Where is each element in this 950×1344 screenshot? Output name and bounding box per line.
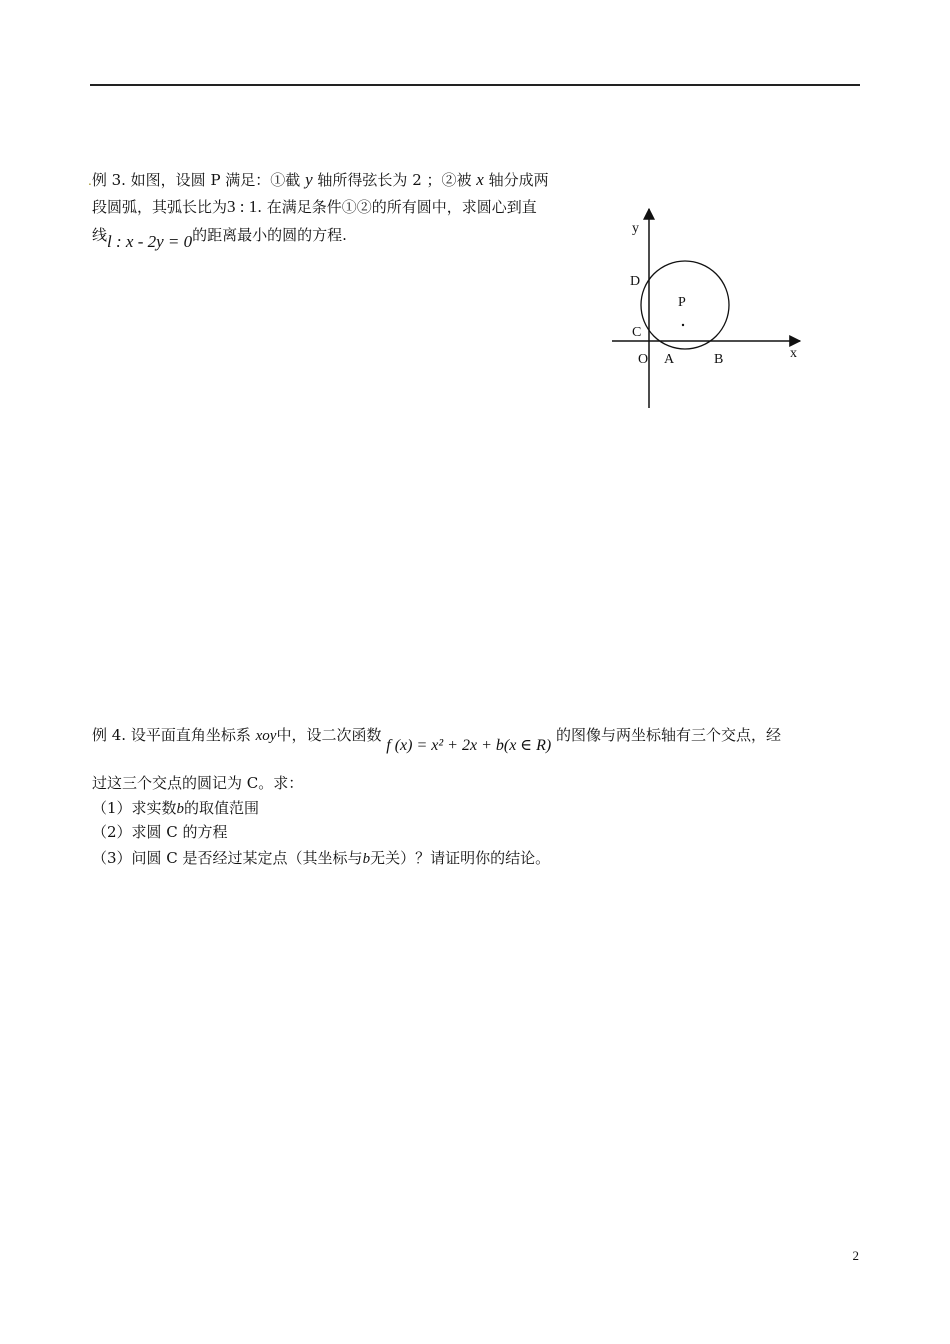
ex4-line-2: 过这三个交点的圆记为 C。求：	[92, 774, 304, 792]
ex3-line-2: 段圆弧，其弧长比为3 : 1. 在满足条件①②的所有圆中，求圆心到直	[92, 197, 537, 216]
label-o: O	[638, 352, 649, 367]
ex4-question-3: （3）问圆 C 是否经过某定点（其坐标与b无关）？请证明你的结论。	[92, 849, 551, 867]
ex3-line-1: .例 3. 如图，设圆 P 满足：①截 y 轴所得弦长为 2 ；②被 x 轴分成两	[88, 170, 549, 189]
page-number: 2	[852, 1248, 859, 1263]
ex4-question-2: （2）求圆 C 的方程	[92, 823, 228, 841]
ex3-line-3: 线l : x - 2y = 0的距离最小的圆的方程.	[92, 226, 347, 251]
coordinate-figure	[600, 200, 820, 420]
line-equation: l : x - 2y = 0	[107, 232, 193, 251]
mark-dot: .	[88, 174, 92, 188]
label-d: D	[630, 274, 641, 289]
label-x: x	[790, 346, 797, 361]
ex4-line-1: 例 4. 设平面直角坐标系 xoy中，设二次函数 f (x) = x² + 2x + b(x ∈ R) 的图像与两坐标轴有三个交点，经	[92, 726, 782, 754]
center-dot	[682, 324, 684, 326]
quadratic-function: f (x) = x² + 2x + b(x ∈ R)	[386, 737, 552, 754]
header-rule	[90, 84, 860, 86]
label-b: B	[714, 352, 724, 367]
ex4-question-1: （1）求实数b的取值范围	[92, 799, 260, 817]
label-y: y	[632, 221, 639, 236]
label-c: C	[632, 325, 642, 340]
label-p: P	[678, 295, 686, 310]
label-a: A	[664, 352, 675, 367]
